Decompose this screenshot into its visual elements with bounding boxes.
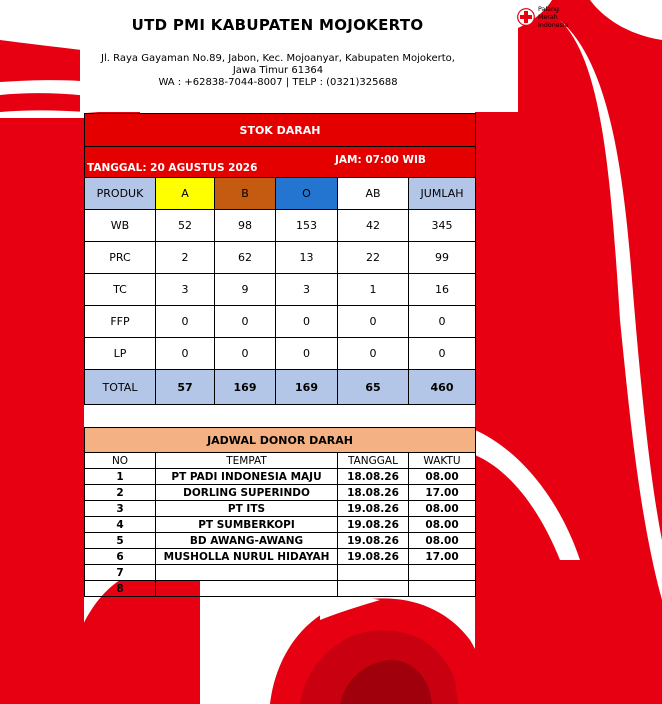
table-row: [85, 533, 476, 549]
cell: PT PADI INDONESIA MAJU: [156, 469, 338, 485]
cell: 0: [338, 306, 409, 338]
table-row: [85, 485, 476, 501]
cell: 8: [85, 581, 156, 597]
cell: BD AWANG-AWANG: [156, 533, 338, 549]
stok-title: STOK DARAH: [85, 114, 476, 147]
cell: 0: [409, 306, 476, 338]
cell: FFP: [85, 306, 156, 338]
logo-line-2: Merah: [538, 14, 558, 21]
cell: 6: [85, 549, 156, 565]
table-row: [85, 210, 476, 242]
cell: 0: [276, 306, 338, 338]
cell: 17.00: [409, 549, 476, 565]
cell: 13: [276, 242, 338, 274]
cell: 98: [215, 210, 276, 242]
cell: [156, 581, 338, 597]
cell: PRC: [85, 242, 156, 274]
contact-text: WA : +62838-7044-8007 | TELP : (0321)325688: [158, 77, 398, 88]
cell: 153: [276, 210, 338, 242]
cell: 9: [215, 274, 276, 306]
cell: 19.08.26: [338, 533, 409, 549]
stok-date-row: [85, 147, 476, 178]
cell: 42: [338, 210, 409, 242]
cell: 52: [156, 210, 215, 242]
cell: LP: [85, 338, 156, 370]
col-jumlah: JUMLAH: [409, 178, 476, 210]
table-row: [85, 306, 476, 338]
cell: 3: [276, 274, 338, 306]
cell: MUSHOLLA NURUL HIDAYAH: [156, 549, 338, 565]
col-b: B: [215, 178, 276, 210]
col-o: O: [276, 178, 338, 210]
cell: 0: [215, 338, 276, 370]
cell: 1: [338, 274, 409, 306]
total-a: 57: [156, 370, 215, 405]
cell: [409, 581, 476, 597]
col-no: NO: [85, 453, 156, 469]
cell: 22: [338, 242, 409, 274]
cell: 2: [156, 242, 215, 274]
pmi-logo: [517, 6, 568, 30]
cell: 2: [85, 485, 156, 501]
page-title: UTD PMI KABUPATEN MOJOKERTO: [131, 16, 424, 34]
col-tanggal: TANGGAL: [338, 453, 409, 469]
cell: 3: [156, 274, 215, 306]
table-row: [85, 469, 476, 485]
cell: 0: [338, 338, 409, 370]
cell: 99: [409, 242, 476, 274]
total-jumlah: 460: [409, 370, 476, 405]
cell: PT ITS: [156, 501, 338, 517]
cell: 19.08.26: [338, 549, 409, 565]
cell: TC: [85, 274, 156, 306]
cell: WB: [85, 210, 156, 242]
cell: 19.08.26: [338, 501, 409, 517]
total-row: [85, 370, 476, 405]
stok-darah-table: [84, 113, 476, 405]
total-b: 169: [215, 370, 276, 405]
cell: [338, 565, 409, 581]
cell: 3: [85, 501, 156, 517]
cell: 18.08.26: [338, 469, 409, 485]
col-ab: AB: [338, 178, 409, 210]
cell: 345: [409, 210, 476, 242]
jadwal-donor-table: [84, 427, 476, 597]
cell: 17.00: [409, 485, 476, 501]
col-tempat: TEMPAT: [156, 453, 338, 469]
logo-line-3: Indonesia: [538, 22, 569, 29]
address-text: Jl. Raya Gayaman No.89, Jabon, Kec. Mojoanyar, Kabupaten Mojokerto, Jawa Timur 61364: [101, 53, 455, 76]
cell: 62: [215, 242, 276, 274]
total-label: TOTAL: [85, 370, 156, 405]
cell: 7: [85, 565, 156, 581]
table-row: [85, 274, 476, 306]
logo-line-1: Palang: [538, 6, 559, 13]
total-o: 169: [276, 370, 338, 405]
cell: 08.00: [409, 501, 476, 517]
cell: 5: [85, 533, 156, 549]
red-cross-icon: [517, 8, 535, 26]
cell: 08.00: [409, 517, 476, 533]
table-row: [85, 581, 476, 597]
col-a: A: [156, 178, 215, 210]
cell: 18.08.26: [338, 485, 409, 501]
table-row: [85, 242, 476, 274]
stok-tanggal: TANGGAL: 20 AGUSTUS 2026: [87, 162, 258, 174]
table-row: [85, 501, 476, 517]
cell: DORLING SUPERINDO: [156, 485, 338, 501]
cell: 0: [276, 338, 338, 370]
cell: 0: [156, 338, 215, 370]
cell: [338, 581, 409, 597]
col-waktu: WAKTU: [409, 453, 476, 469]
table-row: [85, 517, 476, 533]
table-row: [85, 565, 476, 581]
cell: 08.00: [409, 533, 476, 549]
jadwal-title: JADWAL DONOR DARAH: [85, 428, 476, 453]
cell: 16: [409, 274, 476, 306]
cell: 4: [85, 517, 156, 533]
total-ab: 65: [338, 370, 409, 405]
cell: 0: [215, 306, 276, 338]
cell: 08.00: [409, 469, 476, 485]
col-produk: PRODUK: [85, 178, 156, 210]
cell: [156, 565, 338, 581]
cell: 1: [85, 469, 156, 485]
cell: 0: [156, 306, 215, 338]
cell: [409, 565, 476, 581]
cell: PT SUMBERKOPI: [156, 517, 338, 533]
table-row: [85, 338, 476, 370]
cell: 0: [409, 338, 476, 370]
table-row: [85, 549, 476, 565]
cell: 19.08.26: [338, 517, 409, 533]
stok-jam: JAM: 07:00 WIB: [335, 154, 426, 166]
